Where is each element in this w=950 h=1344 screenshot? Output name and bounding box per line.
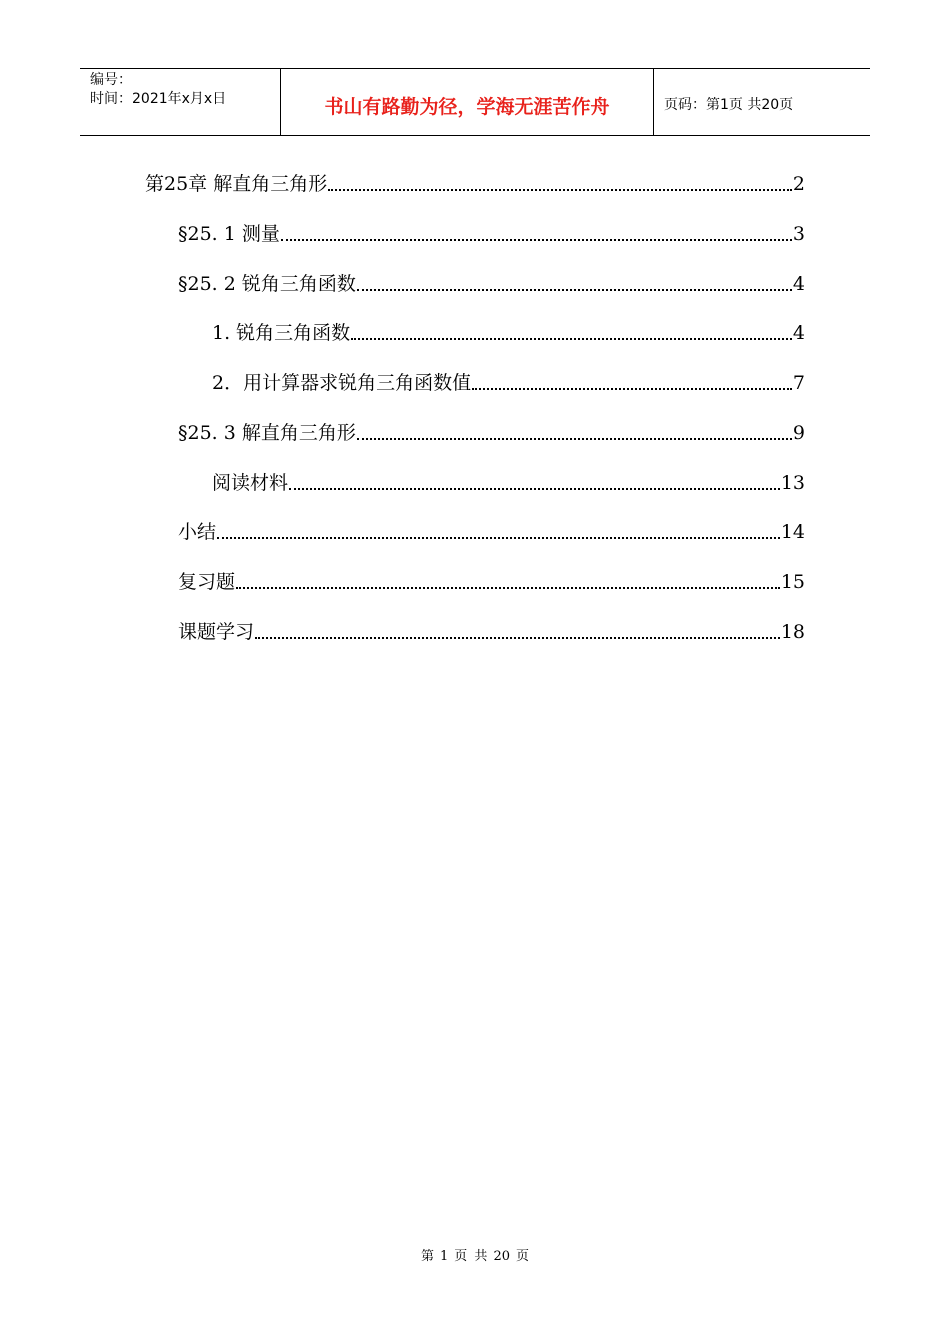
header-motto: 书山有路勤为径，学海无涯苦作舟 [281,69,654,135]
toc-entry[interactable] [178,269,805,299]
footer-mid: 页 共 [454,1249,488,1264]
footer-prefix: 第 [421,1249,435,1264]
footer-total-pages: 20 [493,1249,510,1264]
toc-entry-title: 小结 [178,521,217,543]
toc-entry[interactable] [178,567,805,597]
toc-entry-page: 15 [780,571,805,593]
toc-entry-title: 课题学习 [178,621,255,643]
header-meta [80,69,281,135]
header-page-info: 页码：第1页 共20页 [664,97,794,113]
document-header [80,68,870,136]
toc-entry[interactable] [212,318,805,348]
page-footer [0,1245,950,1264]
toc-entry-title: §25. 2 锐角三角函数 [178,273,356,295]
toc-entry[interactable] [212,368,805,398]
toc-leader [236,587,780,589]
footer-current-page: 1 [440,1249,449,1264]
toc-entry[interactable] [178,517,805,547]
toc-entry-page: 4 [792,273,805,295]
toc-entry[interactable] [178,418,805,448]
toc-leader [328,189,792,191]
toc-leader [281,239,792,241]
toc-entry[interactable] [178,617,805,647]
toc-entry-page: 18 [780,621,805,643]
toc-entry-title: 1. 锐角三角函数 [212,322,351,344]
toc-entry[interactable] [145,169,805,199]
toc-entry[interactable] [212,468,805,498]
toc-entry-title: §25. 1 测量 [178,223,280,245]
toc-entry-page: 13 [780,472,805,494]
toc-leader [217,537,780,539]
toc-entry-title: 阅读材料 [212,472,289,494]
toc-leader [357,289,792,291]
toc-entry-page: 14 [780,521,805,543]
toc-leader [289,488,780,490]
toc-entry-page: 3 [792,223,805,245]
toc-entry-page: 2 [792,173,805,195]
toc-entry-title: 复习题 [178,571,236,593]
toc-entry-page: 9 [792,422,805,444]
toc-entry[interactable] [178,219,805,249]
toc-leader [351,338,792,340]
toc-leader [472,388,792,390]
toc-leader [357,438,792,440]
toc-entry-page: 7 [792,372,805,394]
toc-leader [255,637,780,639]
code-label: 编号： [90,72,132,88]
toc-entry-title: 第25章 解直角三角形 [145,173,328,195]
footer-suffix: 页 [515,1249,529,1264]
toc-entry-page: 4 [792,322,805,344]
toc-entry-title: §25. 3 解直角三角形 [178,422,356,444]
time-label: 时间：2021年x月x日 [90,91,227,107]
toc-entry-title: 2．用计算器求锐角三角函数值 [212,372,472,394]
